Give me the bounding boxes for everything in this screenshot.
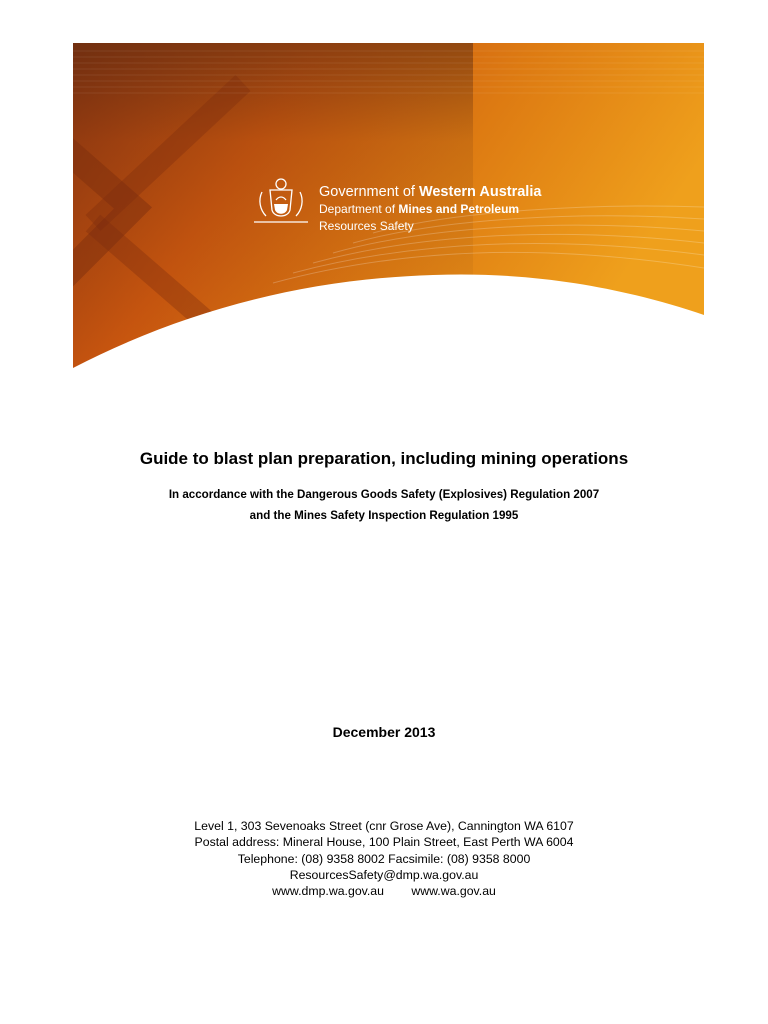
- logo-line-department: [319, 202, 541, 216]
- website-link-dmp[interactable]: www.dmp.wa.gov.au: [272, 884, 384, 899]
- logo-line-government: [319, 184, 541, 201]
- logo-text-department-of: Department of: [319, 202, 399, 217]
- coat-of-arms-icon: [248, 176, 314, 228]
- postal-address: Postal address: Mineral House, 100 Plain Street, East Perth WA 6004: [194, 835, 574, 850]
- document-title: Guide to blast plan preparation, including mining operations: [139, 449, 629, 468]
- logo-text-government-of: Government of: [319, 184, 419, 200]
- subtitle-line-1: In accordance with the Dangerous Goods Safety (Explosives) Regulation 2007: [168, 488, 600, 501]
- contact-block: [0, 818, 768, 899]
- government-logo: [319, 184, 541, 233]
- logo-line-resources-safety: Resources Safety: [319, 219, 414, 234]
- websites: [0, 883, 768, 899]
- logo-text-mines-petroleum: Mines and Petroleum: [398, 202, 520, 217]
- street-address: Level 1, 303 Sevenoaks Street (cnr Grose Ave), Cannington WA 6107: [194, 819, 574, 833]
- header-banner: [73, 43, 704, 371]
- website-link-wa[interactable]: www.wa.gov.au: [411, 884, 496, 899]
- logo-text-western-australia: Western Australia: [418, 184, 542, 200]
- phone-fax: Telephone: (08) 9358 8002 Facsimile: (08) 9358 8000: [237, 851, 531, 866]
- document-date: December 2013: [332, 724, 436, 740]
- document-subtitle: [0, 484, 768, 526]
- subtitle-line-2: and the Mines Safety Inspection Regulation 1995: [249, 509, 519, 522]
- email-address[interactable]: ResourcesSafety@dmp.wa.gov.au: [289, 867, 479, 882]
